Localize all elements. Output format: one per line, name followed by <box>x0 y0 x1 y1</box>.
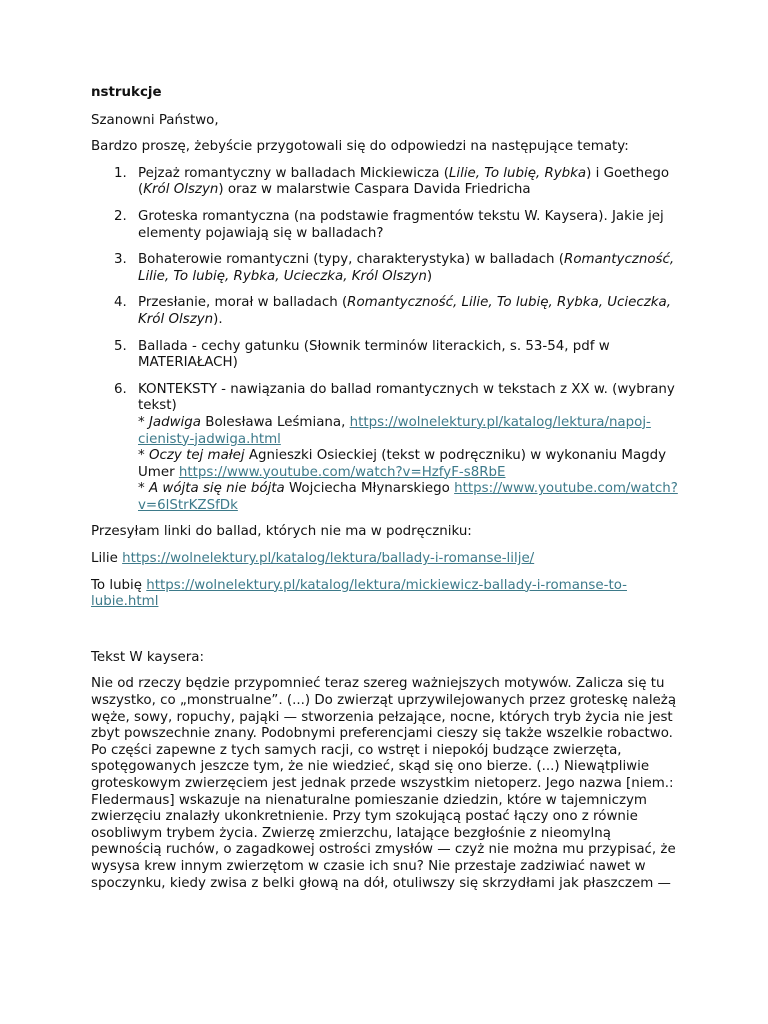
topic-item: 5. Ballada - cechy gatunku (Słownik terminów literackich, s. 53-54, pdf w MATERIAŁACH) <box>114 338 610 371</box>
context-link-oczy[interactable]: https://www.youtube.com/watch?v=HzfyF-s8RbE <box>178 464 506 480</box>
topic-number: 1. <box>114 165 127 181</box>
link-tolubie[interactable]: https://wolnelektury.pl/katalog/lektura/mickiewicz-ballady-i-romanse-to-lubie.html <box>91 577 627 610</box>
context-link-wojta[interactable]: https://www.youtube.com/watch?v=6lStrKZSfDk <box>138 481 678 513</box>
topic-item: 1. Pejzaż romantyczny w balladach Mickiewicza (Lilie, To lubię, Rybka) i Goethego (Król Olszyn) oraz w malarstwie Caspara Davida Friedricha <box>114 165 670 198</box>
greeting: Szanowni Państwo, <box>91 112 219 128</box>
topic-number: 4. <box>114 295 127 311</box>
links-intro: Przesyłam linki do ballad, których nie ma w podręczniku: <box>91 524 472 540</box>
intro-paragraph: Bardzo proszę, żebyście przygotowali się do odpowiedzi na następujące tematy: <box>91 139 629 155</box>
topic-item: 3. Bohaterowie romantyczni (typy, charakterystyka) w balladach (Romantyczność, Lilie, To lubię, Rybka, Ucieczka, Król Olszyn) <box>114 252 675 284</box>
doc-title: nstrukcje <box>91 85 162 100</box>
kayser-title: Tekst W kaysera: <box>91 649 204 665</box>
link-line-tolubie: To lubię https://wolnelektury.pl/katalog/lektura/mickiewicz-ballady-i-romanse-to-lubie.html <box>91 577 627 610</box>
context-link-jadwiga[interactable]: https://wolnelektury.pl/katalog/lektura/napoj-cienisty-jadwiga.html <box>138 414 651 447</box>
topic-number: 3. <box>114 252 127 268</box>
topic-number: 2. <box>114 208 127 224</box>
topic-number: 5. <box>114 338 127 354</box>
kayser-text: Nie od rzeczy będzie przypomnieć teraz szereg ważniejszych motywów. Zalicza się tu wszystko, co „monstrualne”. (...) Do zwierząt uprzywilejowanych przez groteskę należą węże, sowy, ropuchy, pająki — stworzenia pełzające, nocne, których tryb życia nie jest zbyt powszechnie znany. Podobnymi preferencjami cieszy się także wszelkie robactwo. Po części zapewne z tych samych racji, co wstręt i niepokój budzące zwierzęta, spotęgowanych jeszcze tym, że nie wiedzieć, skąd się ono bierze. (...) Niewątpliwie groteskowym zwierzęciem jest jednak przede wszystkim nietoperz. Jego nazwa [niem.: Fledermaus] wskazuje na nienaturalne pomieszanie dziedzin, które w tajemniczym zwierzęciu znalazły ukonkretnienie. Przy tym szokującą postać łączy ono z równie osobliwym trybem życia. Zwierzę zmierzchu, latające bezgłośnie z nieomylną pewnością ruchów, o zagadkowej ostrości zmysłów — czyż nie można mu przypisać, że wysysa krew innym zwierzętom w czasie ich snu? Nie przestaje zadziwiać nawet w spoczynku, kiedy zwisa z belki głową na dół, otuliwszy się skrzydłami jak płaszczem — <box>91 676 677 891</box>
document-page <box>91 85 681 902</box>
topic-item: 4. Przesłanie, morał w balladach (Romantyczność, Lilie, To lubię, Rybka, Ucieczka, Król Olszyn). <box>114 295 671 327</box>
context-work: Oczy tej małej <box>148 448 245 464</box>
context-work: Jadwiga <box>148 414 201 430</box>
spacer <box>91 621 681 650</box>
topic-item: 2. Groteska romantyczna (na podstawie fragmentów tekstu W. Kaysera). Jakie jej elementy pojawiają się w balladach? <box>114 208 664 241</box>
topic-item: 6. KONTEKSTY - nawiązania do ballad romantycznych w tekstach z XX w. (wybrany tekst) * Jadwiga Bolesława Leśmiana, https://wolnelektury.pl/katalog/lektura/napoj-cienisty-jadwiga.html * Oczy tej małej Agnieszki Osieckiej (tekst w podręczniku) w wykonaniu Magdy Umer https://www.youtube.com/watch?v=HzfyF-s8RbE * A wójta się nie bójta Wojciecha Młynarskiego https://www.youtube.com/watch?v=6lStrKZSfDk <box>114 381 678 513</box>
topics-list <box>91 166 681 515</box>
link-lilie[interactable]: https://wolnelektury.pl/katalog/lektura/ballady-i-romanse-lilje/ <box>122 551 535 567</box>
context-work: A wójta się nie bójta <box>148 481 285 497</box>
link-line-lilie: Lilie https://wolnelektury.pl/katalog/lektura/ballady-i-romanse-lilje/ <box>91 551 535 567</box>
topic-number: 6. <box>114 381 127 397</box>
